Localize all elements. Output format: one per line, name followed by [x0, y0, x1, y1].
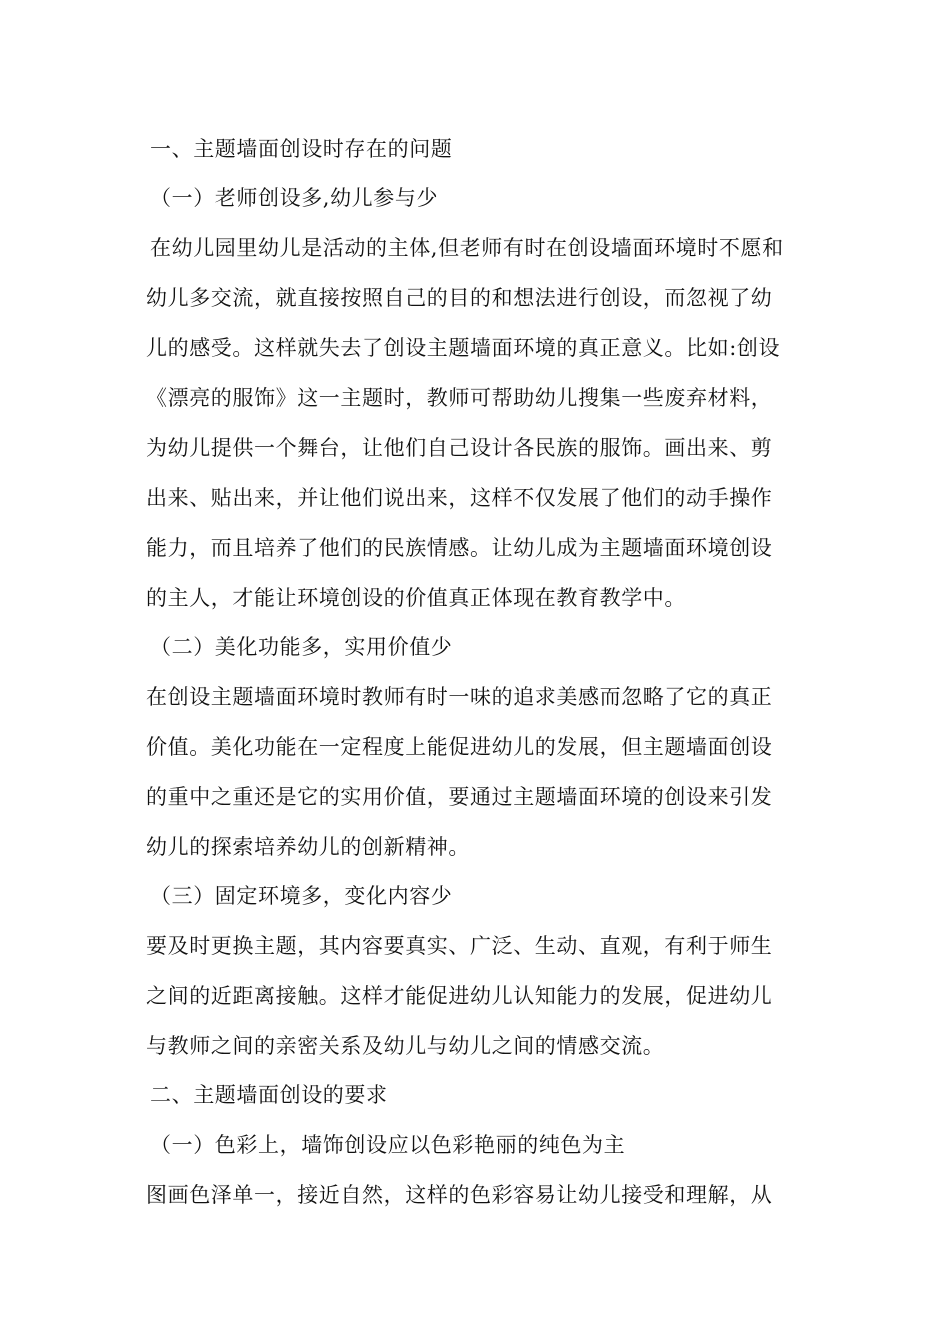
paragraph-line: 幼儿的探索培养幼儿的创新精神。: [146, 835, 470, 859]
paragraph-line: 在幼儿园里幼儿是活动的主体,但老师有时在创设墙面环境时不愿和: [150, 236, 784, 260]
paragraph-line: 幼儿多交流，就直接按照自己的目的和想法进行创设，而忽视了幼: [146, 286, 773, 310]
subsection-heading: （一）色彩上，墙饰创设应以色彩艳丽的纯色为主: [150, 1133, 626, 1157]
paragraph-line: 能力，而且培养了他们的民族情感。让幼儿成为主题墙面环境创设: [146, 536, 773, 560]
paragraph-line: 价值。美化功能在一定程度上能促进幼儿的发展，但主题墙面创设: [146, 735, 773, 759]
section-heading: 二、主题墙面创设的要求: [150, 1083, 388, 1107]
paragraph-line: 与教师之间的亲密关系及幼儿与幼儿之间的情感交流。: [146, 1034, 665, 1058]
paragraph-line: 在创设主题墙面环境时教师有时一味的追求美感而忽略了它的真正: [146, 685, 773, 709]
subsection-heading: （二）美化功能多，实用价值少: [150, 635, 453, 659]
paragraph-line: 为幼儿提供一个舞台，让他们自己设计各民族的服饰。画出来、剪: [146, 436, 773, 460]
paragraph-line: 之间的近距离接触。这样才能促进幼儿认知能力的发展，促进幼儿: [146, 984, 773, 1008]
subsection-heading: （一）老师创设多,幼儿参与少: [150, 186, 439, 210]
paragraph-line: 图画色泽单一，接近自然，这样的色彩容易让幼儿接受和理解，从: [146, 1183, 773, 1207]
paragraph-line: 儿的感受。这样就失去了创设主题墙面环境的真正意义。比如:创设: [146, 336, 781, 360]
section-heading: 一、主题墙面创设时存在的问题: [150, 137, 453, 161]
subsection-heading: （三）固定环境多，变化内容少: [150, 884, 453, 908]
paragraph-line: 《漂亮的服饰》这一主题时，教师可帮助幼儿搜集一些废弃材料，: [146, 386, 773, 410]
paragraph-line: 的主人，才能让环境创设的价值真正体现在教育教学中。: [146, 586, 686, 610]
paragraph-line: 要及时更换主题，其内容要真实、广泛、生动、直观，有利于师生: [146, 934, 773, 958]
paragraph-line: 出来、贴出来，并让他们说出来，这样不仅发展了他们的动手操作: [146, 486, 773, 510]
paragraph-line: 的重中之重还是它的实用价值，要通过主题墙面环境的创设来引发: [146, 785, 773, 809]
